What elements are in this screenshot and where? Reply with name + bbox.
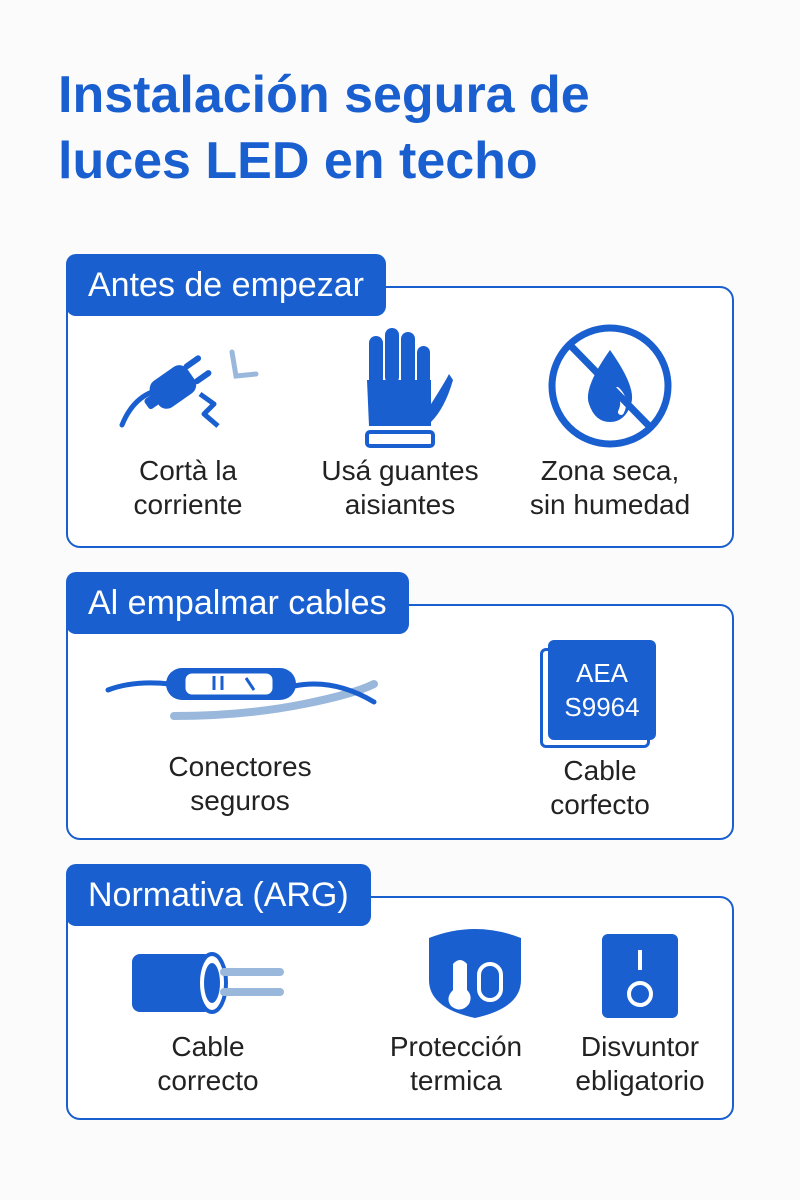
switch-icon <box>600 932 680 1020</box>
title-line-1: Instalación segura de <box>58 66 590 124</box>
title-line-2: luces LED en techo <box>58 132 538 190</box>
section-heading-regulations: Normativa (ARG) <box>66 864 371 926</box>
label-correct-cable-2: Cable correcto <box>157 1031 259 1096</box>
cable-icon <box>130 944 300 1024</box>
section-heading-before-start: Antes de empezar <box>66 254 386 316</box>
badge-line-2: S9964 <box>564 692 640 722</box>
plug-icon <box>112 330 272 450</box>
page-title <box>58 62 778 194</box>
no-water-icon <box>540 322 680 452</box>
label-use-gloves: Usá guantes aisiantes <box>321 455 479 520</box>
glove-icon <box>340 322 460 452</box>
thermal-shield-icon <box>420 924 530 1020</box>
label-cut-power: Cortà la corriente <box>133 455 243 520</box>
badge-line-1: AEA <box>575 658 629 688</box>
label-breaker: Disvuntor ebligatorio <box>575 1031 705 1096</box>
certified-cable-icon <box>540 640 656 750</box>
label-correct-cable: Cable corfecto <box>550 755 650 820</box>
section-heading-splicing: Al empalmar cables <box>66 572 409 634</box>
label-safe-connectors: Conectores seguros <box>168 751 312 816</box>
connector-icon <box>104 654 384 744</box>
label-thermal-protection: Protección termica <box>389 1031 523 1096</box>
label-dry-zone: Zona seca, sin humedad <box>529 455 691 520</box>
